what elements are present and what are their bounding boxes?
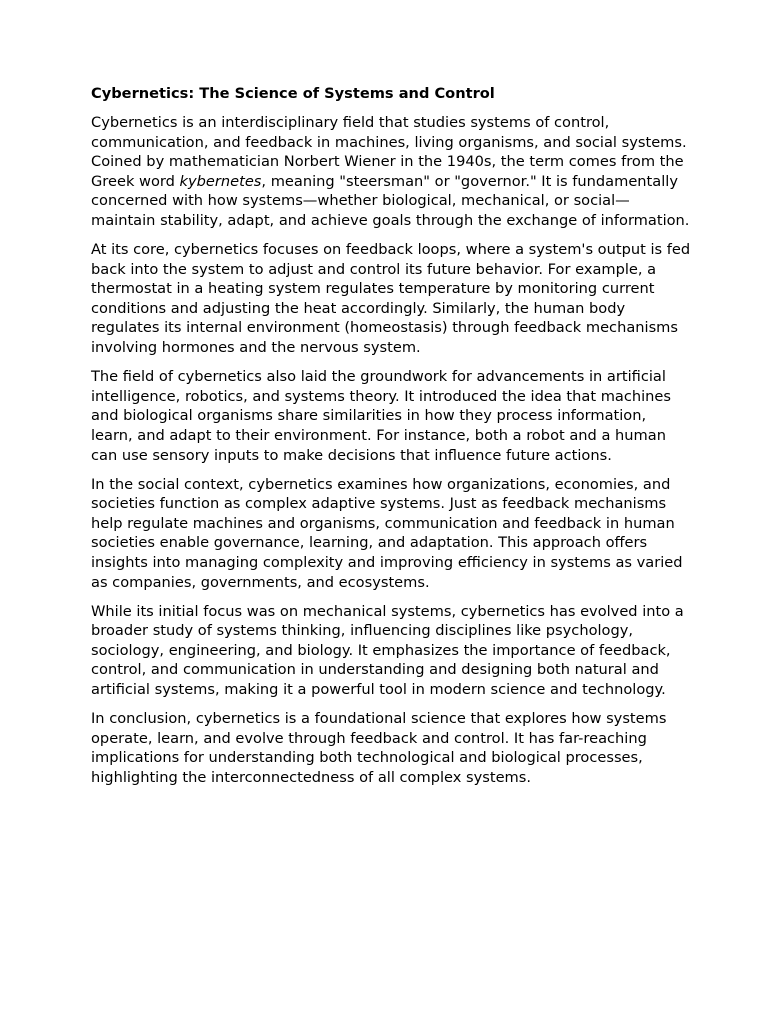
intro-text-before: Cybernetics is an interdisciplinary field that studies systems of control, communication, and feedback in machines, living organisms, and social systems. Coined by mathematician Norbert Wiener in the 1940s, the term comes from the Greek word <box>91 114 687 190</box>
paragraph-ai-robotics: The field of cybernetics also laid the groundwork for advancements in artificial intelligence, robotics, and systems theory. It introduced the idea that machines and biological organisms share similarities in how they process information, learn, and adapt to their environment. For instance, both a robot and a human can use sensory inputs to make decisions that influence future actions. <box>91 368 672 464</box>
paragraph-evolution: While its initial focus was on mechanical systems, cybernetics has evolved into a broader study of systems thinking, influencing disciplines like psychology, sociology, engineering, and biology. It emphasizes the importance of feedback, control, and communication in understanding and designing both natural and artificial systems, making it a powerful tool in modern science and technology. <box>91 602 684 699</box>
document-page <box>91 84 691 797</box>
intro-text-after: , meaning "steersman" or "governor." It is fundamentally concerned with how systems—whether biological, mechanical, or social—maintain stability, adapt, and achieve goals through the exchange of information. <box>91 172 690 229</box>
paragraph-feedback-loops: At its core, cybernetics focuses on feedback loops, where a system's output is fed back into the system to adjust and control its future behavior. For example, a thermostat in a heating system regulates temperature by monitoring current conditions and adjusting the heat accordingly. Similarly, the human body regulates its internal environment (homeostasis) through feedback mechanisms involving hormones and the nervous system. <box>91 241 691 357</box>
paragraph-intro <box>91 113 691 231</box>
intro-term: kybernetes <box>179 172 262 190</box>
paragraph-conclusion: In conclusion, cybernetics is a foundational science that explores how systems operate, learn, and evolve through feedback and control. It has far-reaching implications for understanding both technological and biological processes, highlighting the interconnectedness of all complex systems. <box>91 710 667 786</box>
paragraph-social-context: In the social context, cybernetics examines how organizations, economies, and societies function as complex adaptive systems. Just as feedback mechanisms help regulate machines and organisms, communication and feedback in human societies enable governance, learning, and adaptation. This approach offers insights into managing complexity and improving efficiency in systems as varied as companies, governments, and ecosystems. <box>91 475 683 591</box>
document-title: Cybernetics: The Science of Systems and Control <box>91 85 495 102</box>
